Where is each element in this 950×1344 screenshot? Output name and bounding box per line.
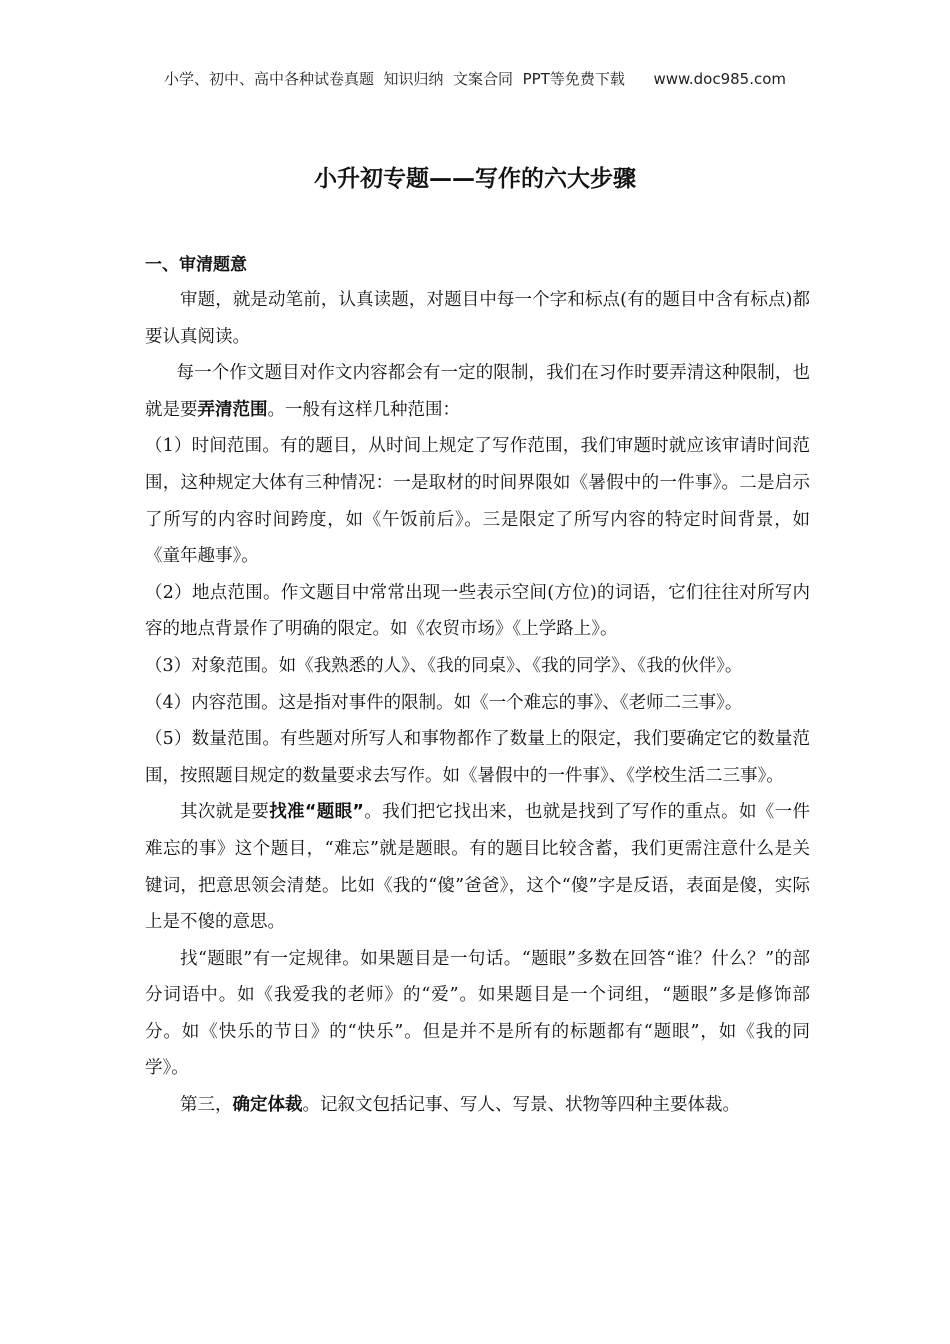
- list-item-time-scope: （1）时间范围。有的题目，从时间上规定了写作范围，我们审题时就应该审请时间范围，这种规定大体有三种情况：一是取材的时间界限如《暑假中的一件事》。二是启示了所写的内容时间跨度，如《午饭前后》。三是限定了所写内容的特定时间背景，如《童年趣事》。: [145, 436, 810, 567]
- list-item-place-scope: （2）地点范围。作文题目中常常出现一些表示空间(方位)的词语，它们往往对所写内容的地点背景作了明确的限定。如《农贸市场》《上学路上》。: [145, 582, 810, 640]
- page-header: 小学、初中、高中各种试卷真题 知识归纳 文案合同 PPT等免费下载 www.doc985.com: [163, 70, 787, 88]
- section-heading: 一、审清题意: [145, 255, 247, 275]
- paragraph-title-eye-rules: 找“题眼”有一定规律。如果题目是一句话。“题眼”多数在回答“谁？什么？”的部分词语中。如《我爱我的老师》的“爱”。如果题目是一个词组，“题眼”多是修饰部分。如《快乐的节日》的“快乐”。但是并不是所有的标题都有“题眼”，如《我的同学》。: [145, 948, 810, 1079]
- paragraph-title-eye: [145, 794, 810, 940]
- paragraph-scope-intro: [145, 355, 810, 428]
- section-body: [145, 282, 810, 1124]
- document-title: 小升初专题——写作的六大步骤: [314, 166, 636, 192]
- list-item-quantity-scope: （5）数量范围。有些题对所写人和事物都作了数量上的限定，我们要确定它的数量范围，按照题目规定的数量要求去写作。如《暑假中的一件事》、《学校生活二三事》。: [145, 729, 810, 786]
- paragraph-review-definition: 审题，就是动笔前，认真读题，对题目中每一个字和标点(有的题目中含有标点)都要认真阅读。: [145, 290, 810, 347]
- text-segment: 。一般有这样几种范围：: [267, 399, 460, 420]
- text-segment: 其次就是要: [180, 802, 270, 823]
- bold-keyword: 弄清范围: [197, 399, 268, 420]
- text-segment: 。记叙文包括记事、写人、写景、状物等四种主要体裁。: [302, 1095, 740, 1116]
- text-segment: 每一个作文题目对作文内容都会有一定的限制，我们在习作时要弄清这种限制，也就是要: [145, 363, 810, 420]
- text-segment: 第三，: [180, 1095, 233, 1116]
- paragraph-genre: [145, 1087, 810, 1124]
- text-segment: 。我们把它找出来，也就是找到了写作的重点。如《一件难忘的事》这个题目，“难忘”就是题眼。有的题目比较含蓄，我们更需注意什么是关键词，把意思领会清楚。比如《我的“傻”爸爸》，这个“傻”字是反语，表面是傻，实际上是不傻的意思。: [145, 802, 810, 933]
- bold-keyword: 确定体裁: [232, 1095, 303, 1116]
- list-item-object-scope: （3）对象范围。如《我熟悉的人》、《我的同桌》、《我的同学》、《我的伙伴》。: [145, 655, 743, 676]
- bold-keyword: 找准“题眼”: [269, 802, 364, 823]
- list-item-content-scope: （4）内容范围。这是指对事件的限制。如《一个难忘的事》、《老师二三事》。: [145, 692, 743, 713]
